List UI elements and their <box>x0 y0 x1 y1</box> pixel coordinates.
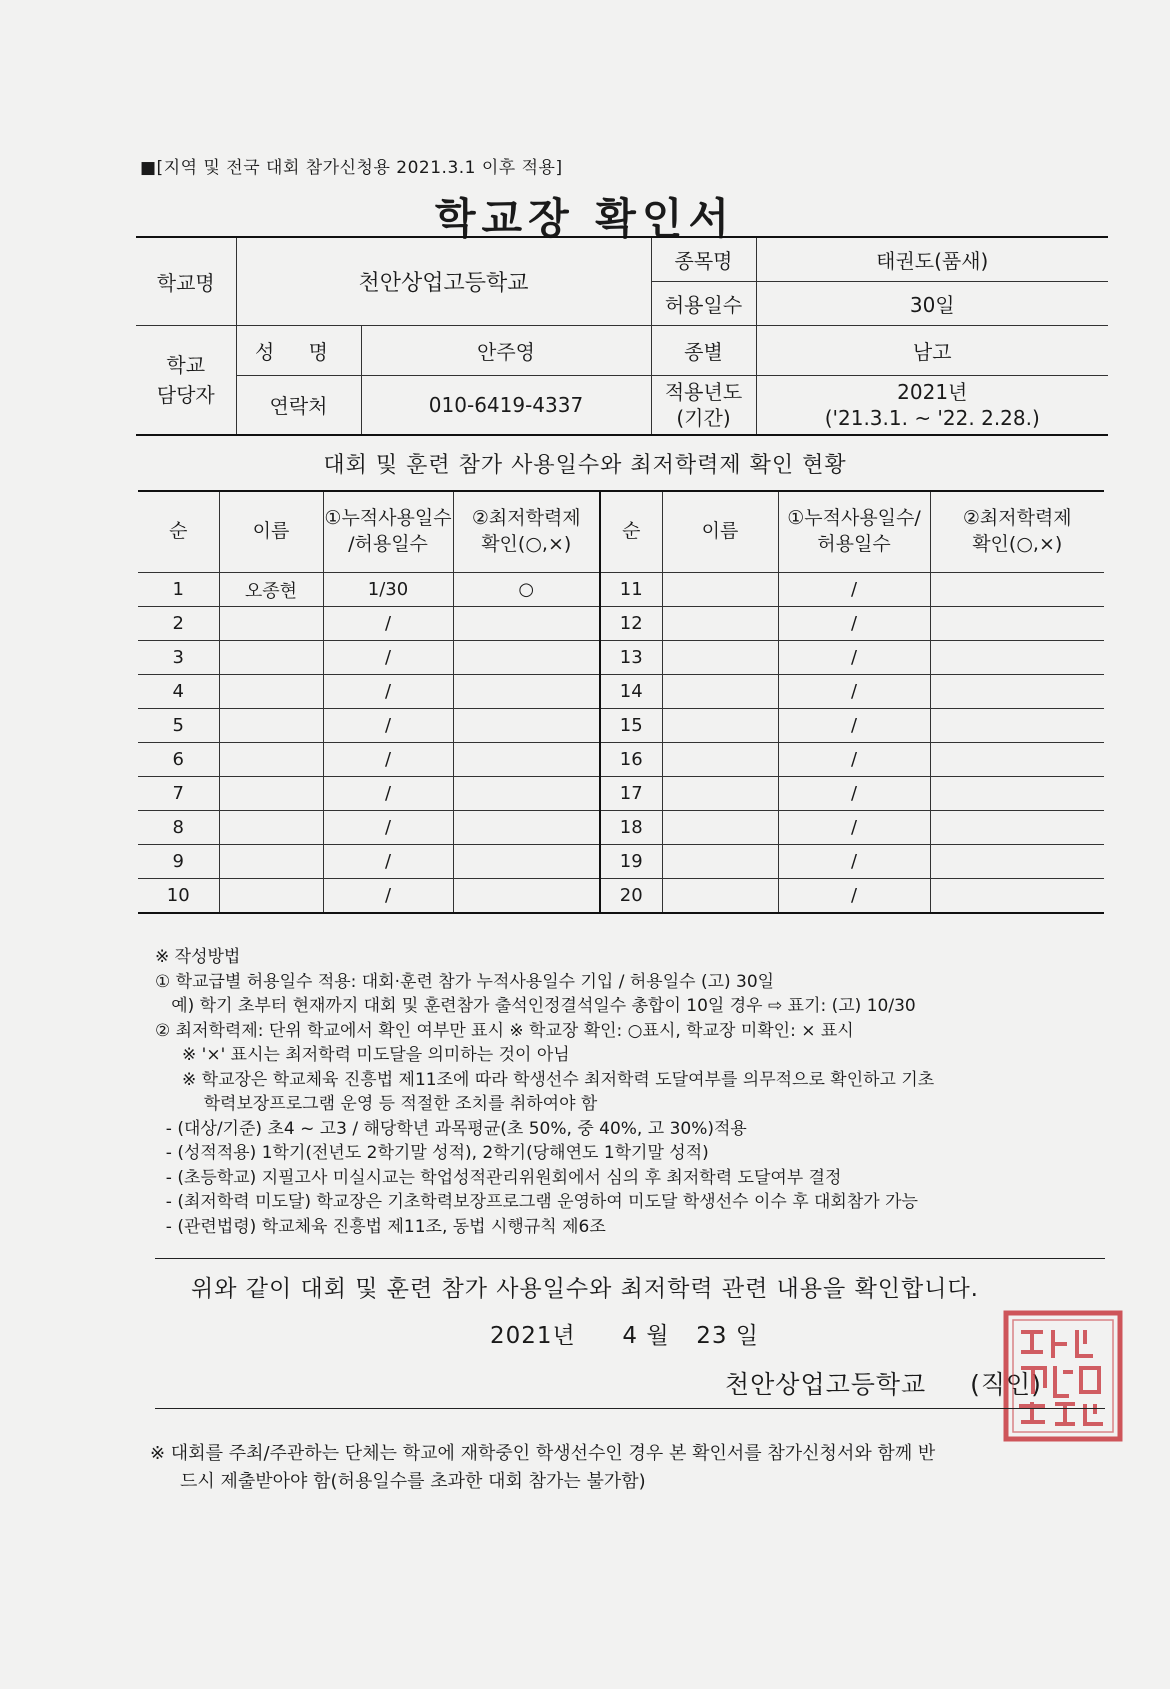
signer-block <box>725 1365 1042 1401</box>
cell-seq: 20 <box>600 879 662 914</box>
cell-name <box>219 743 323 777</box>
cell-name <box>662 811 778 845</box>
divider-top <box>155 1258 1105 1259</box>
cell-days: / <box>778 607 930 641</box>
instruction-line: ※ 학교장은 학교체육 진흥법 제11조에 따라 학생선수 최저학력 도달여부를 의무적으로 확인하고 기초 <box>155 1069 935 1090</box>
cell-days: / <box>323 879 453 914</box>
table-row <box>138 641 1104 675</box>
cell-seq: 18 <box>600 811 662 845</box>
table-row <box>138 709 1104 743</box>
allowed-days-value: 30일 <box>756 281 1108 325</box>
cell-name <box>662 845 778 879</box>
year-label: 적용년도 (기간) <box>651 375 756 435</box>
date-day-unit: 일 <box>735 1323 759 1349</box>
cell-check <box>453 777 600 811</box>
cell-check <box>453 845 600 879</box>
cell-days: 1/30 <box>323 573 453 607</box>
contact-value: 010-6419-4337 <box>361 375 651 435</box>
footnote <box>150 1440 935 1496</box>
category-value: 남고 <box>756 325 1108 375</box>
cell-name <box>662 709 778 743</box>
cell-check <box>453 675 600 709</box>
cell-seq: 7 <box>138 777 219 811</box>
year-period: ('21.3.1. ~ '22. 2.28.) <box>824 405 1040 430</box>
header-name: 이름 <box>219 491 323 573</box>
category-label: 종별 <box>651 325 756 375</box>
table-section-title: 대회 및 훈련 참가 사용일수와 최저학력제 확인 현황 <box>323 453 847 478</box>
cell-check <box>453 641 600 675</box>
date-day: 23 <box>696 1323 728 1349</box>
instruction-line: 학력보장프로그램 운영 등 적절한 조치를 취하여야 함 <box>155 1094 598 1114</box>
table-row <box>138 675 1104 709</box>
cell-days: / <box>323 675 453 709</box>
cell-name <box>662 641 778 675</box>
cell-days: / <box>323 709 453 743</box>
instruction-line: - (초등학교) 지필고사 미실시교는 학업성적관리위원회에서 심의 후 최저학력 도달여부 결정 <box>155 1167 842 1188</box>
date-year: 2021년 <box>490 1323 576 1349</box>
instruction-line: ① 학교급별 허용일수 적용: 대회·훈련 참가 누적사용일수 기입 / 허용일수 (고) 30일 <box>155 971 775 992</box>
cell-check <box>453 811 600 845</box>
cell-name <box>219 607 323 641</box>
year-cell <box>756 375 1108 435</box>
cell-name <box>662 607 778 641</box>
name-label: 성 명 <box>236 325 361 375</box>
cell-check <box>930 879 1104 914</box>
cell-seq: 5 <box>138 709 219 743</box>
cell-seq: 1 <box>138 573 219 607</box>
cell-check <box>930 743 1104 777</box>
cell-check <box>930 811 1104 845</box>
cell-check: ○ <box>453 573 600 607</box>
cell-days: / <box>323 777 453 811</box>
cell-seq: 2 <box>138 607 219 641</box>
cell-check <box>930 675 1104 709</box>
cell-check <box>453 607 600 641</box>
cell-name <box>219 879 323 914</box>
cell-days: / <box>323 743 453 777</box>
official-seal <box>1003 1310 1123 1442</box>
table-row <box>138 743 1104 777</box>
cell-seq: 16 <box>600 743 662 777</box>
table-row <box>138 573 1104 607</box>
cell-seq: 3 <box>138 641 219 675</box>
cell-seq: 6 <box>138 743 219 777</box>
cell-days: / <box>323 607 453 641</box>
event-label: 종목명 <box>651 237 756 281</box>
cell-check <box>930 641 1104 675</box>
cell-seq: 8 <box>138 811 219 845</box>
cell-name <box>662 777 778 811</box>
cell-name <box>219 675 323 709</box>
cell-name <box>662 879 778 914</box>
year-value: 2021년 <box>897 379 968 404</box>
cell-days: / <box>778 811 930 845</box>
cell-seq: 12 <box>600 607 662 641</box>
header-name-right: 이름 <box>662 491 778 573</box>
cell-name <box>219 845 323 879</box>
cell-check <box>453 709 600 743</box>
name-value: 안주영 <box>361 325 651 375</box>
date-month: 4 <box>622 1323 639 1349</box>
cell-seq: 13 <box>600 641 662 675</box>
header-days: ①누적사용일수 /허용일수 <box>323 491 453 573</box>
cell-seq: 15 <box>600 709 662 743</box>
instruction-line: - (대상/기준) 초4 ~ 고3 / 해당학년 과목평균(초 50%, 중 40%, 고 30%)적용 <box>155 1118 747 1139</box>
cell-check <box>453 879 600 914</box>
school-name: 천안상업고등학교 <box>236 237 651 325</box>
cell-check <box>930 607 1104 641</box>
cell-days: / <box>778 709 930 743</box>
table-row <box>138 777 1104 811</box>
form-type-tag: ■[지역 및 전국 대회 참가신청용 2021.3.1 이후 적용] <box>140 158 563 178</box>
event-value: 태권도(품새) <box>756 237 1108 281</box>
school-label: 학교명 <box>136 237 236 325</box>
date-month-unit: 월 <box>646 1323 670 1349</box>
cell-name <box>219 641 323 675</box>
cell-check <box>930 845 1104 879</box>
seal-label: (직인) <box>970 1370 1042 1399</box>
cell-name <box>219 811 323 845</box>
cell-days: / <box>778 845 930 879</box>
cell-check <box>930 573 1104 607</box>
instruction-line: - (최저학력 미도달) 학교장은 기초학력보장프로그램 운영하여 미도달 학생선수 이수 후 대회참가 가능 <box>155 1192 918 1212</box>
header-seq-right: 순 <box>600 491 662 573</box>
cell-days: / <box>323 641 453 675</box>
signer-name: 천안상업고등학교 <box>725 1370 927 1399</box>
table-row <box>138 811 1104 845</box>
contact-label: 연락처 <box>236 375 361 435</box>
cell-seq: 10 <box>138 879 219 914</box>
cell-days: / <box>778 879 930 914</box>
header-check-right: ②최저학력제 확인(○,×) <box>930 491 1104 573</box>
cell-check <box>930 709 1104 743</box>
instruction-line: 예) 학기 초부터 현재까지 대회 및 훈련참가 출석인정결석일수 총합이 10일 경우 ⇨ 표기: (고) 10/30 <box>155 996 916 1016</box>
table-row <box>138 607 1104 641</box>
cell-days: / <box>778 777 930 811</box>
footnote-line-2: 드시 제출받아야 함(허용일수를 초과한 대회 참가는 불가함) <box>180 1471 646 1492</box>
cell-check <box>930 777 1104 811</box>
cell-check <box>453 743 600 777</box>
cell-seq: 11 <box>600 573 662 607</box>
instruction-line: ② 최저학력제: 단위 학교에서 확인 여부만 표시 ※ 학교장 확인: ○표시, 학교장 미확인: × 표시 <box>155 1020 854 1041</box>
cell-days: / <box>778 743 930 777</box>
instruction-line: ※ 작성방법 <box>155 947 241 967</box>
cell-days: / <box>323 811 453 845</box>
instruction-line: - (성적적용) 1학기(전년도 2학기말 성적), 2학기(당해연도 1학기말 성적) <box>155 1143 709 1163</box>
cell-seq: 14 <box>600 675 662 709</box>
manager-label: 학교 담당자 <box>136 325 236 435</box>
instructions <box>155 945 1115 1239</box>
cell-name: 오종현 <box>219 573 323 607</box>
header-check: ②최저학력제 확인(○,×) <box>453 491 600 573</box>
instruction-line: - (관련법령) 학교체육 진흥법 제11조, 동법 시행규칙 제6조 <box>155 1216 606 1237</box>
cell-seq: 9 <box>138 845 219 879</box>
instruction-line: ※ '×' 표시는 최저학력 미도달을 의미하는 것이 아님 <box>155 1045 570 1065</box>
cell-name <box>662 675 778 709</box>
participation-table <box>138 490 1104 914</box>
cell-seq: 19 <box>600 845 662 879</box>
cell-seq: 4 <box>138 675 219 709</box>
cell-name <box>662 573 778 607</box>
cell-days: / <box>778 641 930 675</box>
cell-seq: 17 <box>600 777 662 811</box>
table-row <box>138 879 1104 914</box>
issue-date <box>490 1317 759 1350</box>
allowed-days-label: 허용일수 <box>651 281 756 325</box>
divider-bottom <box>155 1408 1105 1409</box>
document-title: 학교장 확인서 <box>434 194 736 243</box>
info-table <box>136 236 1108 436</box>
header-seq: 순 <box>138 491 219 573</box>
cell-name <box>662 743 778 777</box>
footnote-line-1: ※ 대회를 주최/주관하는 단체는 학교에 재학중인 학생선수인 경우 본 확인서를 참가신청서와 함께 반 <box>150 1443 936 1464</box>
cell-name <box>219 709 323 743</box>
header-days-right: ①누적사용일수/ 허용일수 <box>778 491 930 573</box>
table-header-row <box>138 491 1104 573</box>
cell-name <box>219 777 323 811</box>
cell-days: / <box>778 675 930 709</box>
table-row <box>138 845 1104 879</box>
confirmation-statement: 위와 같이 대회 및 훈련 참가 사용일수와 최저학력 관련 내용을 확인합니다. <box>191 1276 979 1302</box>
cell-days: / <box>778 573 930 607</box>
cell-days: / <box>323 845 453 879</box>
